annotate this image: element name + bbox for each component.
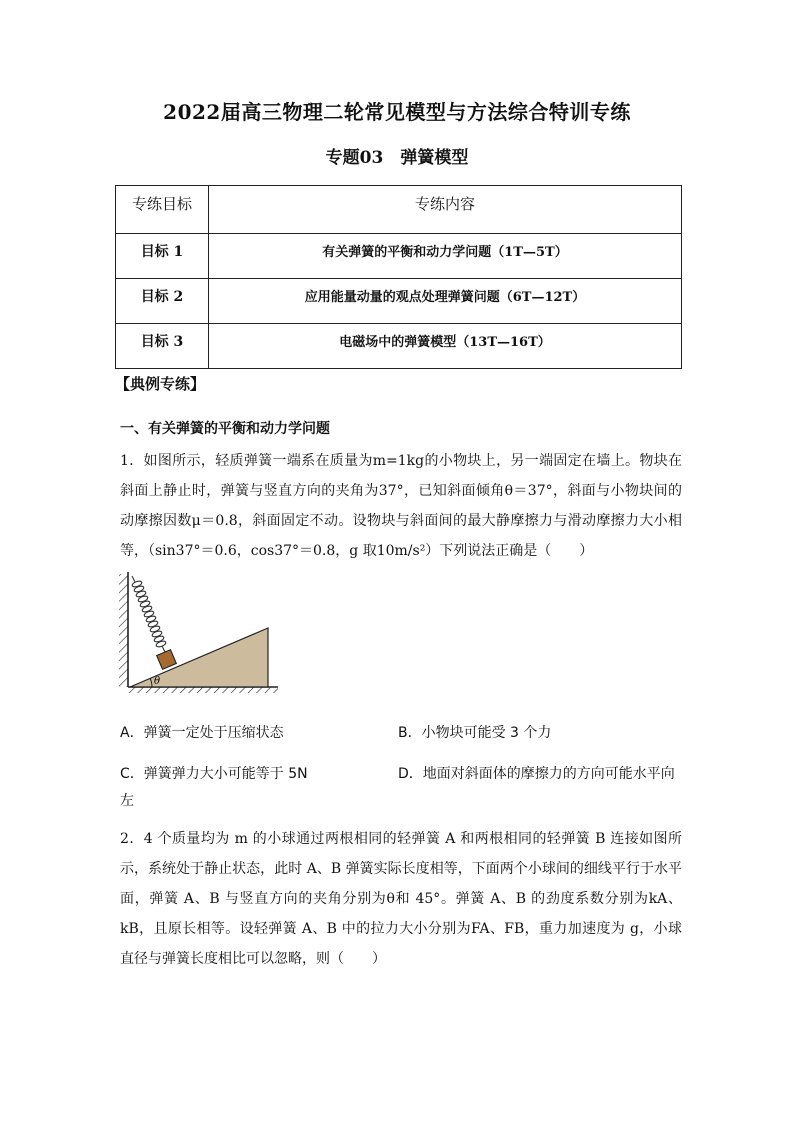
goal-content: 应用能量动量的观点处理弹簧问题（6T—12T） [209, 279, 682, 324]
section-heading: 一、有关弹簧的平衡和动力学问题 [120, 421, 330, 437]
goals-header-goal: 专练目标 [116, 186, 209, 234]
question-2-text: 2．4 个质量均为 m 的小球通过两根相同的轻弹簧 A 和两根相同的轻弹簧 B 连接如图所示，系统处于静止状态，此时 A、B 弹簧实际长度相等，下面两个小球间的细线平行于水平面，弹簧 A、B 与竖直方向的夹角分别为θ和 45°。弹簧 A、B 的劲度系数分别为kA、kB，且原长相等。设轻弹簧 A、B 中的拉力大小分别为FA、FB，重力加速度为 g，小球直径与弹簧长度相比可以忽略，则（ ） [120, 831, 682, 967]
goals-table [115, 185, 682, 369]
q1-option-b: B．小物块可能受 3 个力 [398, 725, 552, 741]
question-1-text: 1．如图所示，轻质弹簧一端系在质量为m=1kg的小物块上，另一端固定在墙上。物块在斜面上静止时，弹簧与竖直方向的夹角为37°，已知斜面倾角θ＝37°，斜面与小物块间的动摩擦因数μ＝0.8，斜面固定不动。设物块与斜面间的最大静摩擦力与滑动摩擦力大小相等，（sin37°＝0.6，cos37°＝0.8，g 取10m/s²）下列说法正确是（ ） [120, 453, 682, 559]
table-row [116, 234, 682, 279]
goal-label: 目标 3 [116, 324, 209, 369]
goal-label: 目标 1 [116, 234, 209, 279]
table-row [116, 324, 682, 369]
q1-option-c: C．弹簧弹力大小可能等于 5N [120, 766, 308, 782]
incline-spring-figure [118, 568, 288, 693]
goal-label: 目标 2 [116, 279, 209, 324]
ground-hatching [128, 687, 278, 693]
table-row [116, 279, 682, 324]
goal-content: 电磁场中的弹簧模型（13T—16T） [209, 324, 682, 369]
goals-header-content: 专练内容 [209, 186, 682, 234]
document-subtitle: 专题03 弹簧模型 [325, 148, 469, 168]
small-block [157, 650, 177, 670]
goal-content: 有关弹簧的平衡和动力学问题（1T—5T） [209, 234, 682, 279]
spring-coil [131, 576, 166, 652]
document-title: 2022届高三物理二轮常见模型与方法综合特训专练 [163, 100, 631, 124]
incline-block [130, 628, 268, 687]
angle-theta-label: θ [154, 676, 161, 687]
wall-hatching [119, 574, 128, 687]
q1-option-d: D．地面对斜面体的摩擦力的方向可能水平向 [398, 766, 675, 782]
q1-option-d-continued: 左 [120, 793, 134, 809]
goals-table-header [116, 186, 682, 234]
section-tag: 【典例专练】 [115, 375, 206, 393]
q1-option-a: A．弹簧一定处于压缩状态 [120, 725, 284, 741]
